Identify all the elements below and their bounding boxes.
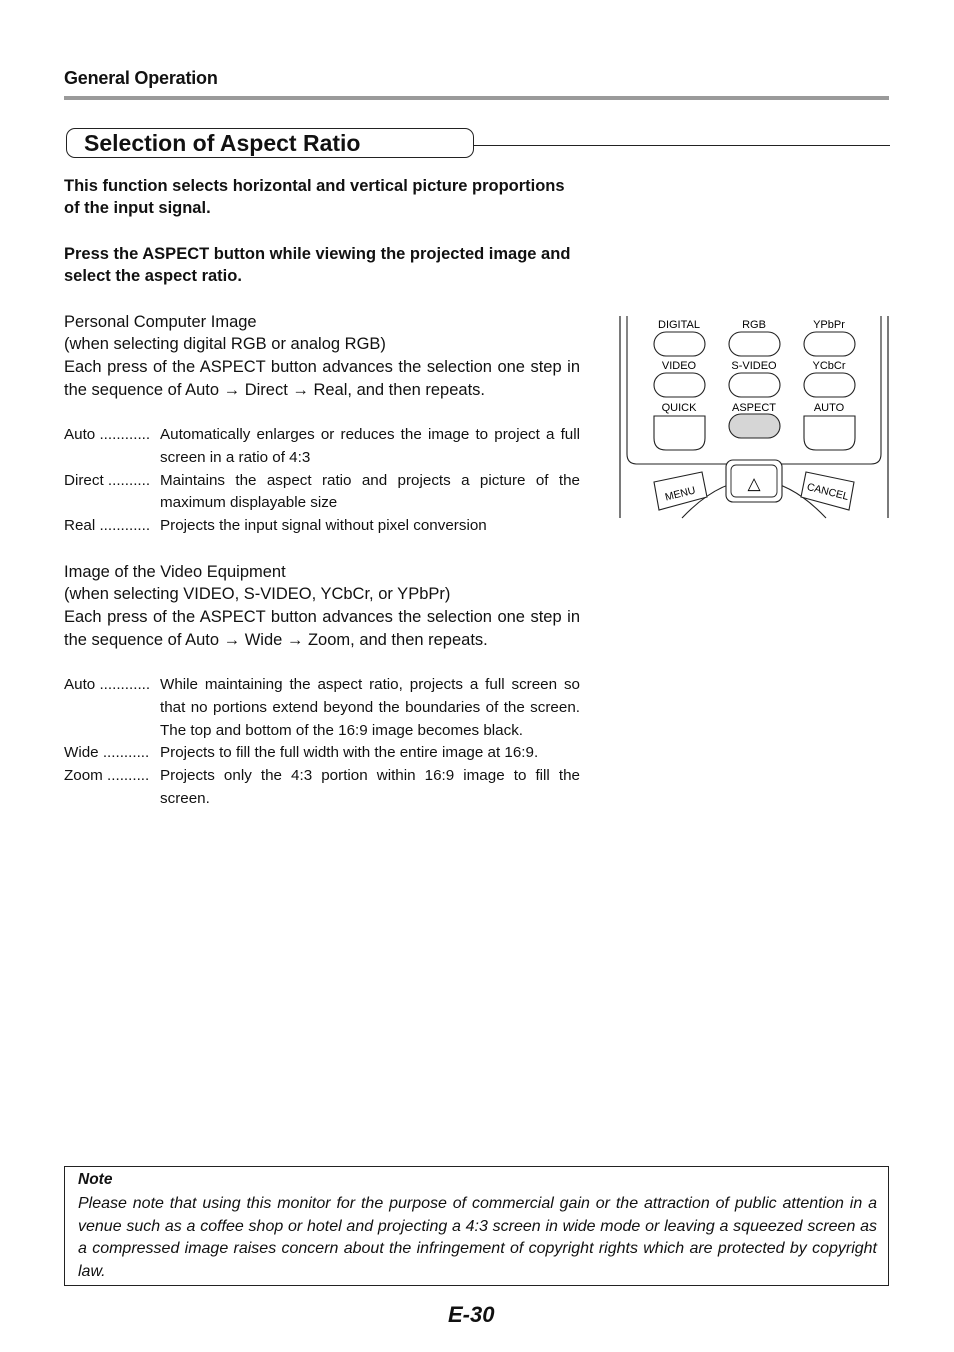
intro-paragraph-1: This function selects horizontal and vertical picture proportions of the input signal. (64, 177, 565, 217)
header-rule (64, 96, 889, 100)
pc-mode-auto (64, 424, 580, 470)
video-mode-wide (64, 742, 580, 765)
menu-label: MENU (663, 484, 697, 504)
pc-description: Each press of the ASPECT button advances the selection one step in the sequence of Auto → Direct → Real, and then repeats. (64, 358, 580, 399)
remote-label-quick: QUICK (661, 402, 697, 414)
remote-control-illustration (614, 312, 894, 522)
video-mode-list (64, 674, 580, 811)
note-text: Please note that using this monitor for the purpose of commercial gain or the attraction of public attention in a venue such as a coffee shop or hotel and projecting a 4:3 screen in wide mode or leaving a squeezed screen as a compressed image raises concern about the infringement of copyright rights which are protected by copyright law. (78, 1195, 877, 1280)
video-subheading: (when selecting VIDEO, S-VIDEO, YCbCr, or YPbPr) (64, 585, 451, 603)
quick-button[interactable] (654, 416, 705, 450)
remote-label-aspect: ASPECT (731, 402, 777, 414)
mode-term: Zoom .......... (64, 767, 150, 785)
note-title: Note (78, 1171, 113, 1188)
ycbcr-button[interactable] (804, 373, 855, 397)
remote-label-digital: DIGITAL (658, 319, 700, 331)
s-video-button[interactable] (729, 373, 780, 397)
mode-description: Maintains the aspect ratio and projects a picture of the maximum displayable size (160, 471, 580, 512)
pc-mode-real (64, 515, 580, 538)
pc-subheading: (when selecting digital RGB or analog RGB) (64, 335, 386, 353)
remote-label-ycbcr: YCbCr (812, 360, 846, 372)
rgb-button[interactable] (729, 332, 780, 356)
pc-mode-list (64, 424, 580, 538)
video-heading: Image of the Video Equipment (64, 563, 286, 581)
video-mode-auto (64, 674, 580, 742)
remote-label-auto: AUTO (813, 402, 845, 414)
mode-term: Auto ............ (64, 426, 151, 443)
mode-description: Projects the input signal without pixel conversion (160, 517, 487, 535)
up-arrow-icon: △ (747, 474, 761, 493)
mode-term: Auto ............ (64, 676, 151, 693)
mode-term: Real ............ (64, 517, 151, 535)
remote-label-ypbpr: YPbPr (813, 319, 845, 331)
remote-label-video: VIDEO (661, 360, 697, 372)
intro-paragraph-2: Press the ASPECT button while viewing the projected image and select the aspect ratio. (64, 245, 571, 285)
mode-description: Projects to fill the full width with the entire image at 16:9. (160, 744, 539, 762)
ypbpr-button[interactable] (804, 332, 855, 356)
mode-description: While maintaining the aspect ratio, projects a full screen so that no portions extend beyond the boundaries of the screen. The top and bottom of the 16:9 image becomes black. (160, 676, 580, 739)
digital-button[interactable] (654, 332, 705, 356)
aspect-button[interactable] (729, 414, 780, 438)
video-button[interactable] (654, 373, 705, 397)
remote-label-s-video: S-VIDEO (731, 360, 777, 372)
mode-description: Projects only the 4:3 portion within 16:9 image to fill the screen. (160, 767, 580, 807)
pc-heading: Personal Computer Image (64, 313, 257, 331)
mode-term: Direct .......... (64, 471, 151, 489)
page-title: Selection of Aspect Ratio (84, 130, 361, 156)
mode-term: Wide ........... (64, 744, 150, 762)
title-rule (474, 145, 890, 146)
pc-mode-direct (64, 470, 580, 516)
video-description: Each press of the ASPECT button advances the selection one step in the sequence of Auto → Wide → Zoom, and then repeats. (64, 608, 580, 649)
section-label: General Operation (64, 68, 218, 88)
mode-description: Automatically enlarges or reduces the image to project a full screen in a ratio of 4:3 (160, 426, 580, 466)
cancel-label: CANCEL (805, 480, 850, 503)
video-mode-zoom (64, 765, 580, 811)
remote-label-rgb: RGB (742, 319, 766, 331)
page-number: E-30 (448, 1302, 495, 1327)
auto-button[interactable] (804, 416, 855, 450)
